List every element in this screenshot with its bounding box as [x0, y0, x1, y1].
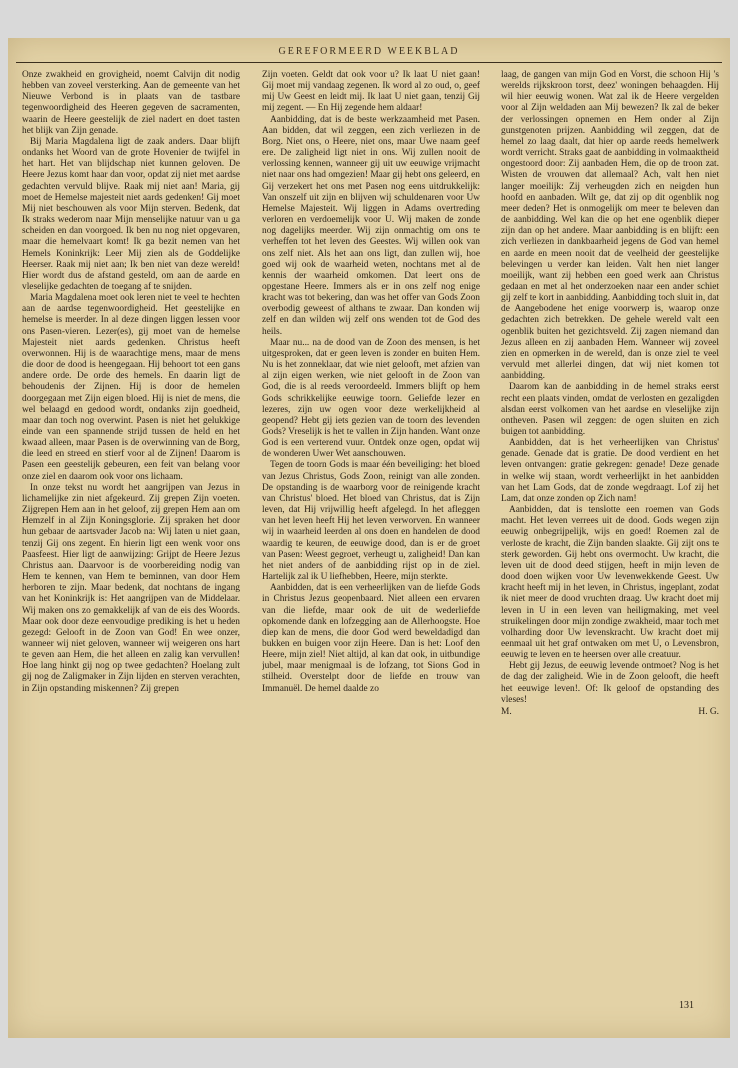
signature-right: H. G.	[698, 706, 719, 717]
paragraph: Daarom kan de aanbidding in de hemel straks eerst recht een plaats vinden, omdat de verlosten en gezaligden alsdan eerst volkomen van het aardse en vleselijke zijn ontheven. Pasen wil zeggen: de ogen sluiten en zich buigen tot aanbidding.	[501, 382, 719, 437]
column-3	[501, 70, 719, 980]
page-number: 131	[679, 1000, 694, 1011]
paragraph: Onze zwakheid en grovigheid, noemt Calvijn dit nodig hebben van zoveel versterking. Aan de gemeente van het Nieuwe Verbond is in plaats van de tastbare tegenwoordigheid des Heeren gegeven de sacramenten, waarin de Heere geestelijk de ziel nadert en doet tasten het blijk van Zijn genade.	[22, 70, 240, 136]
paragraph: Maria Magdalena moet ook leren niet te veel te hechten aan de aardse tegenwoordigheid. Het geestelijke en hemelse is meerder. In al deze dingen liggen lessen voor ons Pasen-vieren. Lezer(es), gij moet van de hemelse Majesteit niet aards gedenken. Christus heeft overwonnen. Hij is de waarachtige mens, maar de mens die door de dood is heengegaan. Hij behoort tot een gans andere orde. De orde des hemels. En daarin ligt de behoudenis der Zijnen. Hij is door de hemelen doorgegaan met Zijn eigen bloed. Hij is niet de mens, die wel belaagd en gedood wordt, ondanks zijn goedheid, maar dan toch nog overwint. Pasen is niet het gelukkige einde van een spannende strijd tussen de held en het kwaad alleen, maar Pasen is de overwinning van de Borg, die leed en streed en stierf voor al de Zijnen! Daarom is Pasen een geestelijk gebeuren, een feit van belang voor onze ziel en daarom ook voor ons lichaam.	[22, 293, 240, 482]
paragraph: In onze tekst nu wordt het aangrijpen van Jezus in lichamelijke zin niet afgekeurd. Zij grepen Zijn voeten. Zijgrepen Hem aan in het geloof, zij grepen Hem aan om Hemzelf in al Zijn Koningsglorie. Zij spraken het door hun gebaar de aartsvader Jacob na: Wij laten u niet gaan, tenzij Gij ons zegent. En hierin ligt een wenk voor ons Paasfeest. Hier ligt de aanwijzing: Grijpt de Heere Jezus Christus aan. Daarvoor is de voorbereiding nodig van Hem te kennen, van Hem te beminnen, van door Hem herboren te zijn. Maar bedenk, dat nochtans de ingang van het Koninkrijk is: Het aangrijpen van de Middelaar. Wij maken ons zo gemakkelijk af van de eis des Woords. Maar ook door deze eenvoudige prediking is het u heden gezegd: Gelooft in de Zoon van God! En wee onzer, wanneer wij niet geloven, wanneer wij weigeren ons hart te geven aan Hem, die het alleen en zalig kan vervullen! Hoe lang hinkt gij nog op twee gedachten? Hoelang zult gij nog de Zaligmaker in Zijn lijden en sterven verachten, in Zijn opstanding miskennen? Zij grepen	[22, 482, 240, 694]
paragraph: Tegen de toorn Gods is maar één beveiliging: het bloed van Jezus Christus, Gods Zoon, reinigt van alle zonden. De opstanding is de waarborg voor de reinigende kracht van Christus' bloed. Het bloed van Christus, dat is Zijn leven, dat Hij vrijwillig heeft afgelegd. In het afleggen van het leven heeft Hij het leven verworven. En wanneer wij in waarheid leerden al ons doen en handelen de dood waardig te keuren, de eeuwige dood, dan is er de groet van Pasen: Weest gegroet, verheugt u, zaligheid! Dan kan het niet anders of de aanbidding rijst op in de ziel. Hartelijk zal ik U liefhebben, Heere, mijn sterkte.	[262, 460, 480, 583]
paragraph: Maar nu... na de dood van de Zoon des mensen, is het uitgesproken, dat er geen leven is zonder en buiten Hem. Nu is het zonneklaar, dat wie niet gelooft, met afzien van al zijn eigen werken, wie niet gelooft in de Zoon van God, die is al reeds veroordeeld. Immers blijft op hem Gods schrikkelijke eeuwige toorn. Geliefde lezer en lezeres, zijn uw ogen voor deze werkelijkheid al geopend? Hebt gij iets gezien van de toorn des levenden Gods? Vreselijk is het te vallen in Zijn handen. Want onze God is een verterend vuur. Ontdek onze ogen, opdat wij de wonderen Uwer Wet aanschouwen.	[262, 337, 480, 460]
signature-left: M.	[501, 706, 512, 717]
header-rule	[16, 62, 722, 63]
paragraph: Aanbidding, dat is de beste werkzaamheid met Pasen. Aan bidden, dat wil zeggen, een zich verliezen in de Borg. Niet ons, o Heere, niet ons, maar Uwe naam geef ere. De zaligheid ligt niet in ons. Wij zullen nooit de verlossing kennen, wanneer gij uit uw eeuwige vrijmacht niet naar ons had omgezien! Maar gij hebt ons geleerd, en Gij verzekert het ons met Pasen nog eens uitdrukkelijk: Van onszelf uit zijn en blijven wij schuldenaren voor Uw Hemelse Majesteit. Wij liggen in Adams overtreding verloren en verdoemelijk voor U. Wij maken de zonde nog dagelijks meerder. Wij zijn onmachtig om ons te verheffen tot het leven des Geestes. Wij willen ook van ons zelf niet. Als het aan ons ligt, dan zullen wij, hoe goed wij ook de waarheid weten, nochtans met al de kennis der waarheid omkomen. Dat leert ons de opgestane Heere. Immers als er in ons zelf nog enige kracht was tot bekering, dan was het offer van Gods Zoon overbodig geweest of althans te zwaar. Dan konden wij zelf en dan wilden wij zelf ons wenden tot de God des heils.	[262, 114, 480, 337]
magazine-page	[8, 38, 730, 1038]
column-1	[22, 70, 240, 980]
paragraph: Zijn voeten. Geldt dat ook voor u? Ik laat U niet gaan! Gij moet mij vandaag zegenen. Ik word al zo oud, o, geef mij Uw Geest en leidt mij. Ik laat U niet gaan, tenzij Gij mij zegent. — En Hij zegende hem aldaar!	[262, 70, 480, 114]
paragraph: Aanbidden, dat is het verheerlijken van Christus' genade. Genade dat is gratie. De dood verdient en het leven ontvangen: gratie gekregen: genade! Deze genade in welke wij staan, wordt verheerlijkt in het aanbidden van het Lam Gods, dat de zonde wegdraagt. Lof zij het Lam, dat onze zonden op Zich nam!	[501, 438, 719, 504]
paragraph: Aanbidden, dat is tenslotte een roemen van Gods macht. Het leven verrees uit de dood. Gods wegen zijn eeuwig onbegrijpelijk, wijs en goed! Roemen zal de verloste de kracht, die Zijn banden slaakte. Gij zijt ons te sterk geworden. Gij hebt ons overmocht. Uw kracht, die leven uit de dood deed stijgen, heeft in mijn leven de dood doen wijken voor Uw levenwekkende Geest. Uw kracht heeft mij in het leven, in Christus, ingeplant, zodat ik niet meer de dood vruchten draag. Uw kracht doet mij leven in U in een leven van heiligmaking, met veel struikelingen door mijn zondige zwakheid, maar toch met volharding door Uw levenskracht. Uw kracht doet mij eenmaal uit het graf ontwaken om met U, o Levensbron, eeuwig te leven en te heersen over alle creatuur.	[501, 505, 719, 661]
paragraph: Hebt gij Jezus, de eeuwig levende ontmoet? Nog is het de dag der zaligheid. Wie in de Zoon gelooft, die heeft het eeuwige leven!. Of: Ik geloof de opstanding des vleses!	[501, 661, 719, 705]
paragraph: laag, de gangen van mijn God en Vorst, die schoon Hij 's werelds rijkskroon torst, deez' woningen behaagden. Hij wil hier eeuwig wonen. Wat zal ik de Heere vergelden voor al Zijn weldaden aan Mij bewezen? Ik zal de beker der verlossingen opnemen en Hem onder al Zijn gunstgenoten prijzen. Aanbidding wil zeggen, dat de hemel zo laag daalt, dat hier op aarde reeds hemelwerk wordt verricht. Straks gaat de aanbidding in volmaaktheid ongestoord door: Zij aanbaden Hem, die op de troon zat. Wisten de vrouwen dat allemaal? Ach, valt hen niet langer moeilijk: Zij verheugden zich en neigden hun hoofd en aanbaden. Wilt ge, dat zij op dit ogenblik nog meer deden? Het is onmogelijk om meer te beleven dan de aanbidding. Wel kan die op het ene ogenblik dieper zijn dan op het andere. Maar aanbidding is en blijft: een zich verliezen in dankbaarheid jegens de God van hemel en aarde en meen nooit dat de veelheid der geestelijke belevingen u verder kan leiden. Valt hen niet langer moeilijk, want zij hebben een goed werk aan Christus gedaan en met al het onderzoeken naar een ander schiet gij zelf te kort in aanbidding. Aanbidding toch sluit in, dat de Aangebodene het enige voorwerp is, waarop onze gedachten zich betrekken. De gehele wereld valt een ogenblik buiten het gezichtsveld. Zij zagen niemand dan Jezus alleen en zij aanbaden Hem. Wanneer wij zoveel zien en opmerken in de wereld, dan is onze ziel te veel vervuld met allerlei dingen, dat wij niet komen tot aanbidding.	[501, 70, 719, 382]
column-2	[262, 70, 480, 980]
paragraph: Bij Maria Magdalena ligt de zaak anders. Daar blijft ondanks het Woord van de grote Hovenier de twijfel in het hart. Het van blijdschap niet kunnen geloven. De Heere Jezus komt haar dan voor, opdat zij niet met aardse gedachten vervuld blijve. Raak mij niet aan! Maria, gij moet de Hemelse majesteit niet aards gedenken! Gij moet Mij niet beschouwen als voor Mijn sterven. Bedenk, dat Ik straks wederom naar Mijn menselijke natuur van u ga scheiden en dan voorgoed. Ik ben nu nog niet opgevaren, maar die hemelvaart komt! Ik ga bezit nemen van het Hemels Koninkrijk: Leer Mij zien als de Goddelijke Heerser. Raak mij niet aan; Ik ben niet van deze wereld! Hier wordt dus de afstand gesteld, om aan de aarde en vleselijke gedachten de toegang af te snijden.	[22, 136, 240, 292]
paragraph: Aanbidden, dat is een verheerlijken van de liefde Gods in Christus Jezus geopenbaard. Niet alleen een ervaren van die liefde, maar ook de uit de wederliefde opkomende dank en lofzegging aan de Allerhoogste. Hoe diep kan de mens, die door God werd beweldadigd dan bukken en buigen voor zijn Heere. Dan is het: Loof den Heere, mijn ziel! Niet altijd, al kan dat ook, in uitbundige jubel, maar menigmaal is de lofzang, tot Sions God in stilheid. Overstelpt door de liefde en trouw van Immanuël. De hemel daalde zo	[262, 583, 480, 694]
signature-line	[501, 707, 719, 718]
running-header: GEREFORMEERD WEEKBLAD	[278, 46, 460, 57]
